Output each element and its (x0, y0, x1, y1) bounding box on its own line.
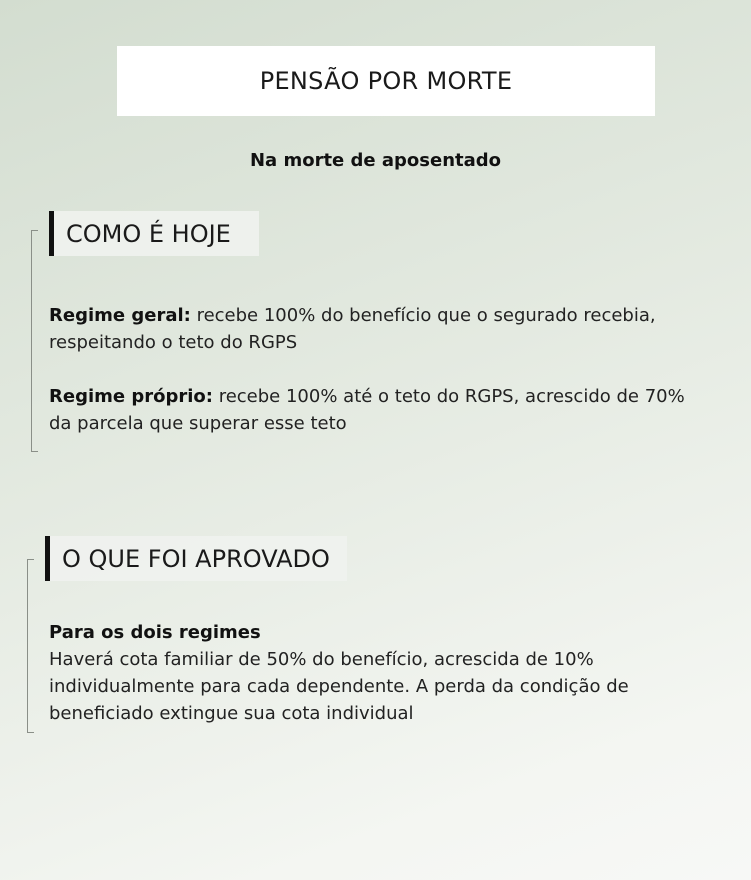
page-subtitle: Na morte de aposentado (249, 150, 502, 171)
approved-label: Para os dois regimes (49, 622, 261, 643)
regime-geral-text: recebe 100% do benefício que o segurado recebia, respeitando o teto do RGPS (49, 305, 656, 353)
section-heading-approved-text: O QUE FOI APROVADO (62, 544, 330, 573)
regime-geral-paragraph (49, 302, 709, 356)
regime-geral-label: Regime geral: (49, 305, 191, 326)
regime-proprio-paragraph (49, 383, 709, 437)
title-box (117, 46, 655, 116)
section-heading-approved (45, 536, 347, 581)
approved-text: Haverá cota familiar de 50% do benefício, acrescida de 10% individualmente para cada dependente. A perda da condição de beneficiado extingue sua cota individual (49, 649, 629, 724)
regime-proprio-text: recebe 100% até o teto do RGPS, acrescido de 70% da parcela que superar esse teto (49, 386, 685, 434)
section-bracket-current (31, 230, 38, 452)
regime-proprio-label: Regime próprio: (49, 386, 213, 407)
page-title: PENSÃO POR MORTE (259, 67, 513, 95)
section-heading-current (49, 211, 259, 256)
section-bracket-approved (27, 559, 34, 733)
section-heading-current-text: COMO É HOJE (66, 219, 231, 248)
approved-paragraph (49, 619, 709, 727)
